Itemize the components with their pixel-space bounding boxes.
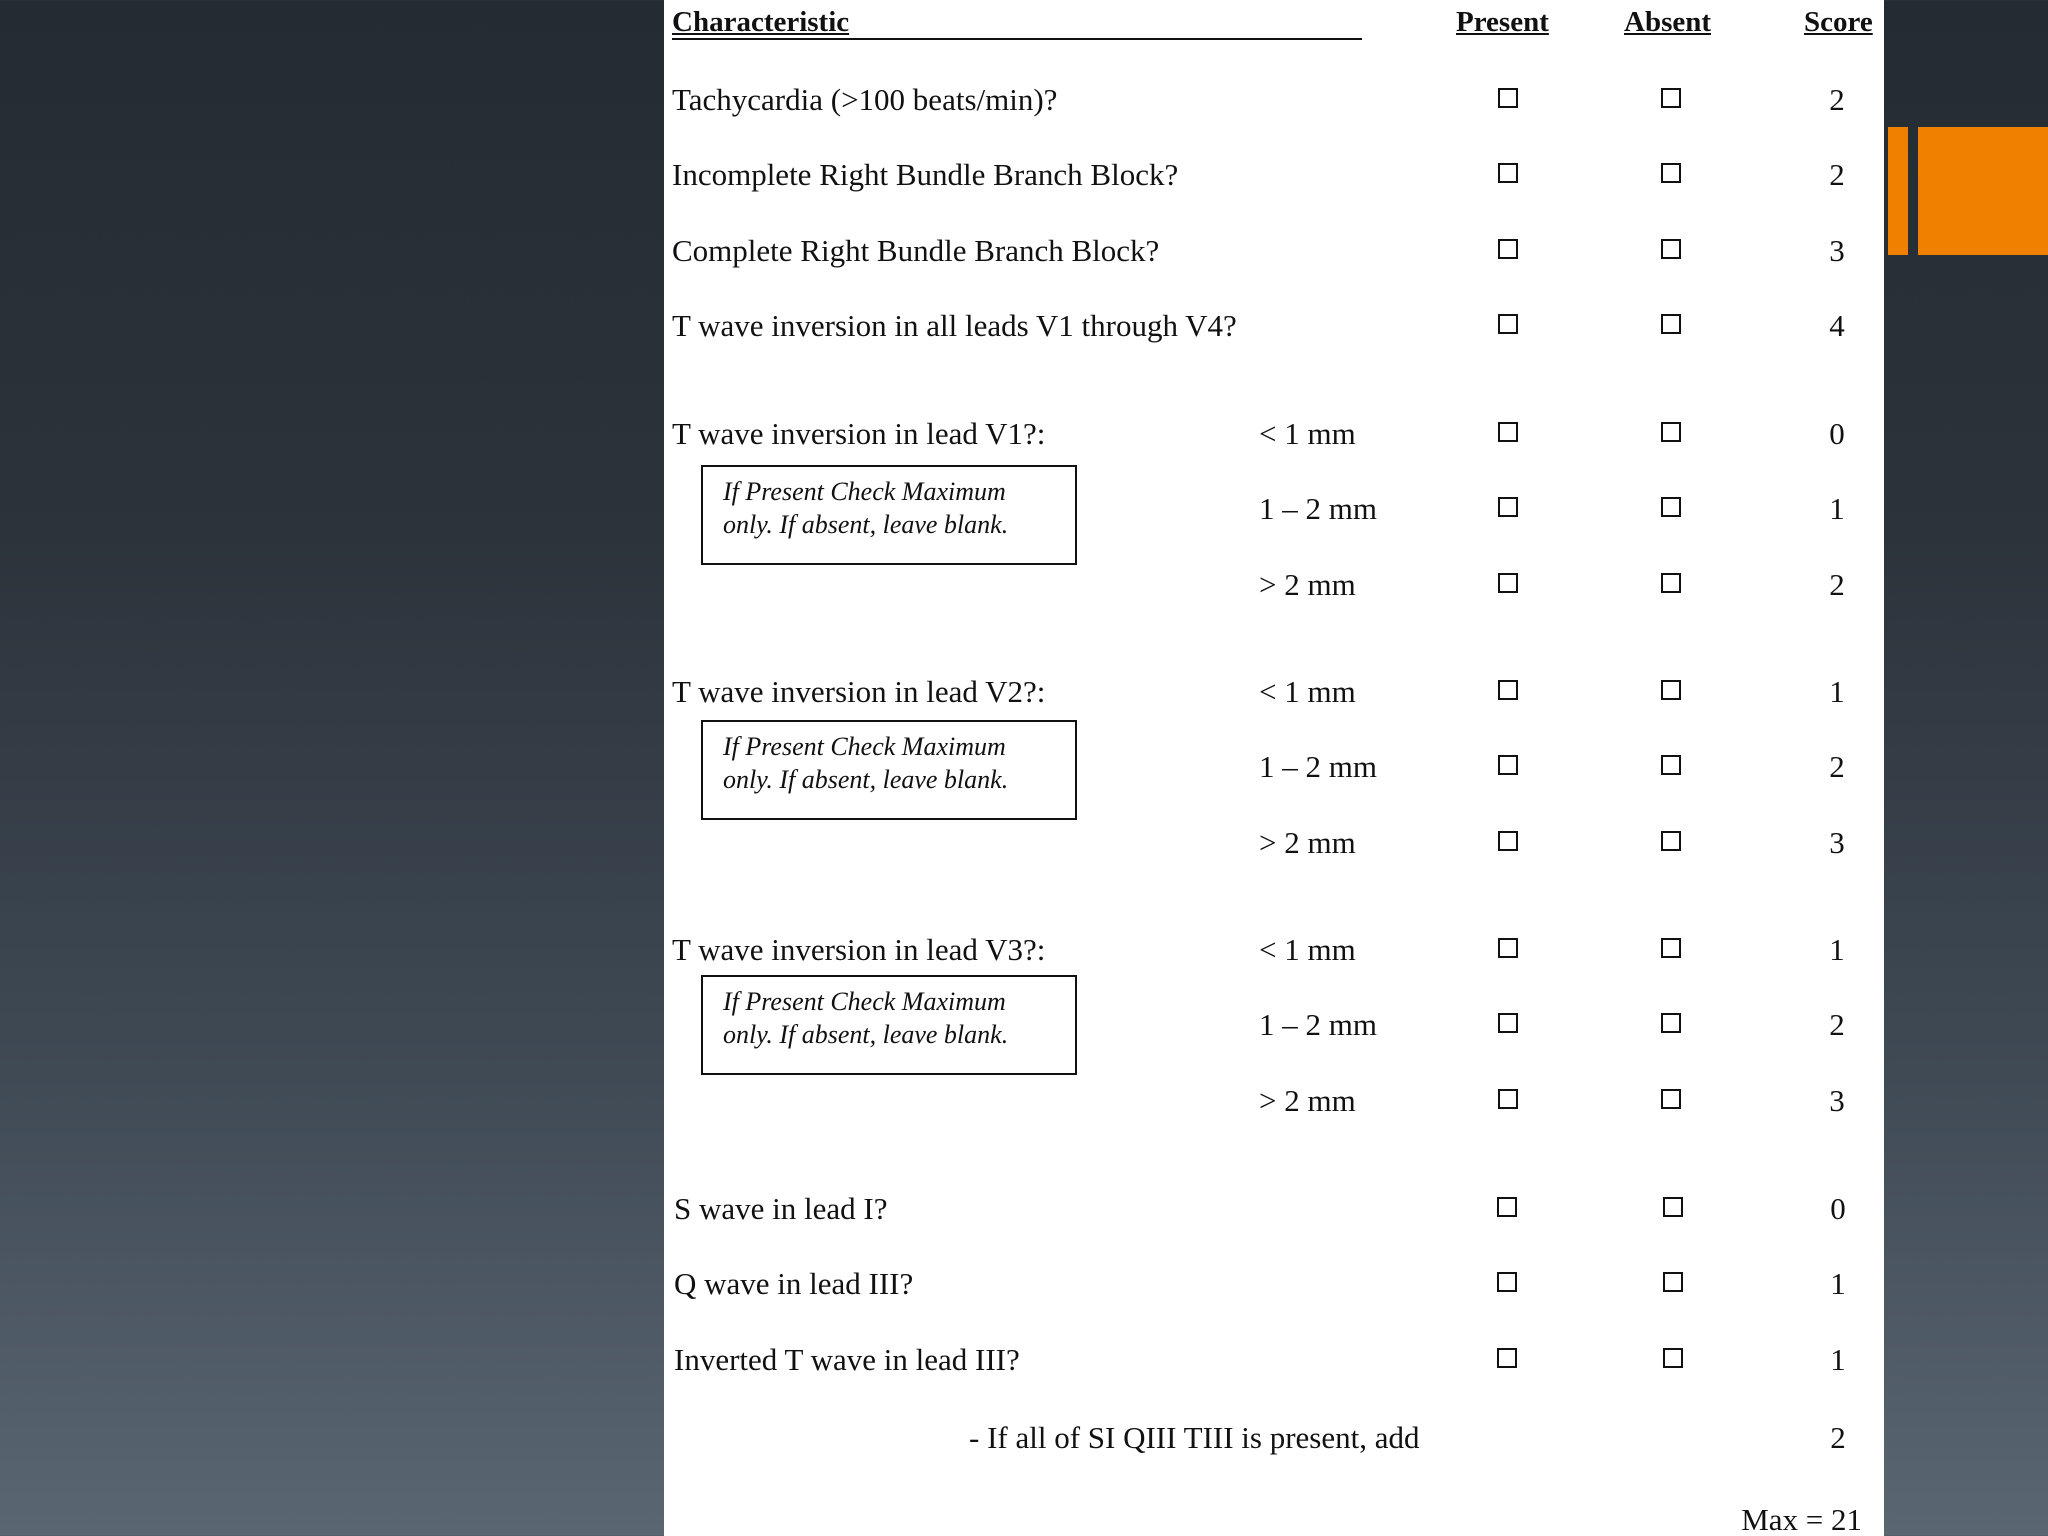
row-score: 2: [1829, 1007, 1845, 1042]
present-checkbox[interactable]: [1498, 1089, 1518, 1109]
present-checkbox[interactable]: [1498, 88, 1518, 108]
row-score: 0: [1829, 416, 1845, 451]
header-characteristic: Characteristic: [672, 6, 850, 38]
row-score: 2: [1829, 567, 1845, 602]
absent-checkbox[interactable]: [1661, 573, 1681, 593]
row-label: T wave inversion in all leads V1 through V4?: [672, 308, 1237, 343]
present-checkbox[interactable]: [1498, 680, 1518, 700]
present-checkbox[interactable]: [1498, 314, 1518, 334]
present-checkbox[interactable]: [1498, 573, 1518, 593]
present-checkbox[interactable]: [1498, 938, 1518, 958]
range-label: < 1 mm: [1259, 674, 1356, 709]
present-checkbox[interactable]: [1497, 1272, 1517, 1292]
absent-checkbox[interactable]: [1661, 680, 1681, 700]
absent-checkbox[interactable]: [1661, 239, 1681, 259]
range-label: 1 – 2 mm: [1259, 749, 1377, 784]
absent-checkbox[interactable]: [1663, 1272, 1683, 1292]
row-label: Tachycardia (>100 beats/min)?: [672, 82, 1058, 117]
present-checkbox[interactable]: [1498, 755, 1518, 775]
absent-checkbox[interactable]: [1661, 1013, 1681, 1033]
row-score: 1: [1829, 491, 1845, 526]
present-checkbox[interactable]: [1498, 239, 1518, 259]
max-score: Max = 21: [1741, 1502, 1862, 1536]
absent-checkbox[interactable]: [1661, 88, 1681, 108]
row-score: 1: [1830, 1342, 1846, 1377]
row-score: 3: [1829, 233, 1845, 268]
header-score: Score: [1804, 6, 1873, 38]
addendum-score: 2: [1830, 1420, 1846, 1455]
accent-bar-thin: [1888, 127, 1908, 255]
row-score: 3: [1829, 825, 1845, 860]
range-label: > 2 mm: [1259, 825, 1356, 860]
absent-checkbox[interactable]: [1661, 1089, 1681, 1109]
header-absent: Absent: [1624, 6, 1712, 38]
absent-checkbox[interactable]: [1661, 497, 1681, 517]
instruction-note: If Present Check Maximum only. If absent, leave blank.: [701, 720, 1077, 820]
range-label: < 1 mm: [1259, 932, 1356, 967]
instruction-note: If Present Check Maximum only. If absent, leave blank.: [701, 465, 1077, 565]
group-label: T wave inversion in lead V1?:: [672, 416, 1046, 451]
header-present: Present: [1456, 6, 1549, 38]
present-checkbox[interactable]: [1497, 1197, 1517, 1217]
row-score: 2: [1829, 82, 1845, 117]
header-underline: [672, 38, 1362, 40]
absent-checkbox[interactable]: [1663, 1197, 1683, 1217]
present-checkbox[interactable]: [1498, 831, 1518, 851]
absent-checkbox[interactable]: [1661, 831, 1681, 851]
range-label: < 1 mm: [1259, 416, 1356, 451]
present-checkbox[interactable]: [1498, 163, 1518, 183]
absent-checkbox[interactable]: [1663, 1348, 1683, 1368]
range-label: > 2 mm: [1259, 1083, 1356, 1118]
row-score: 1: [1829, 932, 1845, 967]
absent-checkbox[interactable]: [1661, 314, 1681, 334]
absent-checkbox[interactable]: [1661, 163, 1681, 183]
present-checkbox[interactable]: [1498, 1013, 1518, 1033]
absent-checkbox[interactable]: [1661, 755, 1681, 775]
row-score: 4: [1829, 308, 1845, 343]
row-score: 3: [1829, 1083, 1845, 1118]
absent-checkbox[interactable]: [1661, 938, 1681, 958]
present-checkbox[interactable]: [1498, 497, 1518, 517]
accent-bar-wide: [1918, 127, 2048, 255]
row-score: 2: [1829, 157, 1845, 192]
row-score: 2: [1829, 749, 1845, 784]
row-score: 1: [1830, 1266, 1846, 1301]
row-label: Inverted T wave in lead III?: [674, 1342, 1020, 1377]
instruction-note: If Present Check Maximum only. If absent, leave blank.: [701, 975, 1077, 1075]
range-label: > 2 mm: [1259, 567, 1356, 602]
row-label: Q wave in lead III?: [674, 1266, 914, 1301]
row-score: 1: [1829, 674, 1845, 709]
absent-checkbox[interactable]: [1661, 422, 1681, 442]
group-label: T wave inversion in lead V2?:: [672, 674, 1046, 709]
row-label: Complete Right Bundle Branch Block?: [672, 233, 1160, 268]
row-score: 0: [1830, 1191, 1846, 1226]
row-label: S wave in lead I?: [674, 1191, 888, 1226]
present-checkbox[interactable]: [1498, 422, 1518, 442]
addendum-text: - If all of SI QIII TIII is present, add: [969, 1420, 1420, 1455]
row-label: Incomplete Right Bundle Branch Block?: [672, 157, 1179, 192]
present-checkbox[interactable]: [1497, 1348, 1517, 1368]
range-label: 1 – 2 mm: [1259, 1007, 1377, 1042]
group-label: T wave inversion in lead V3?:: [672, 932, 1046, 967]
range-label: 1 – 2 mm: [1259, 491, 1377, 526]
scoring-document: [664, 0, 1884, 1536]
